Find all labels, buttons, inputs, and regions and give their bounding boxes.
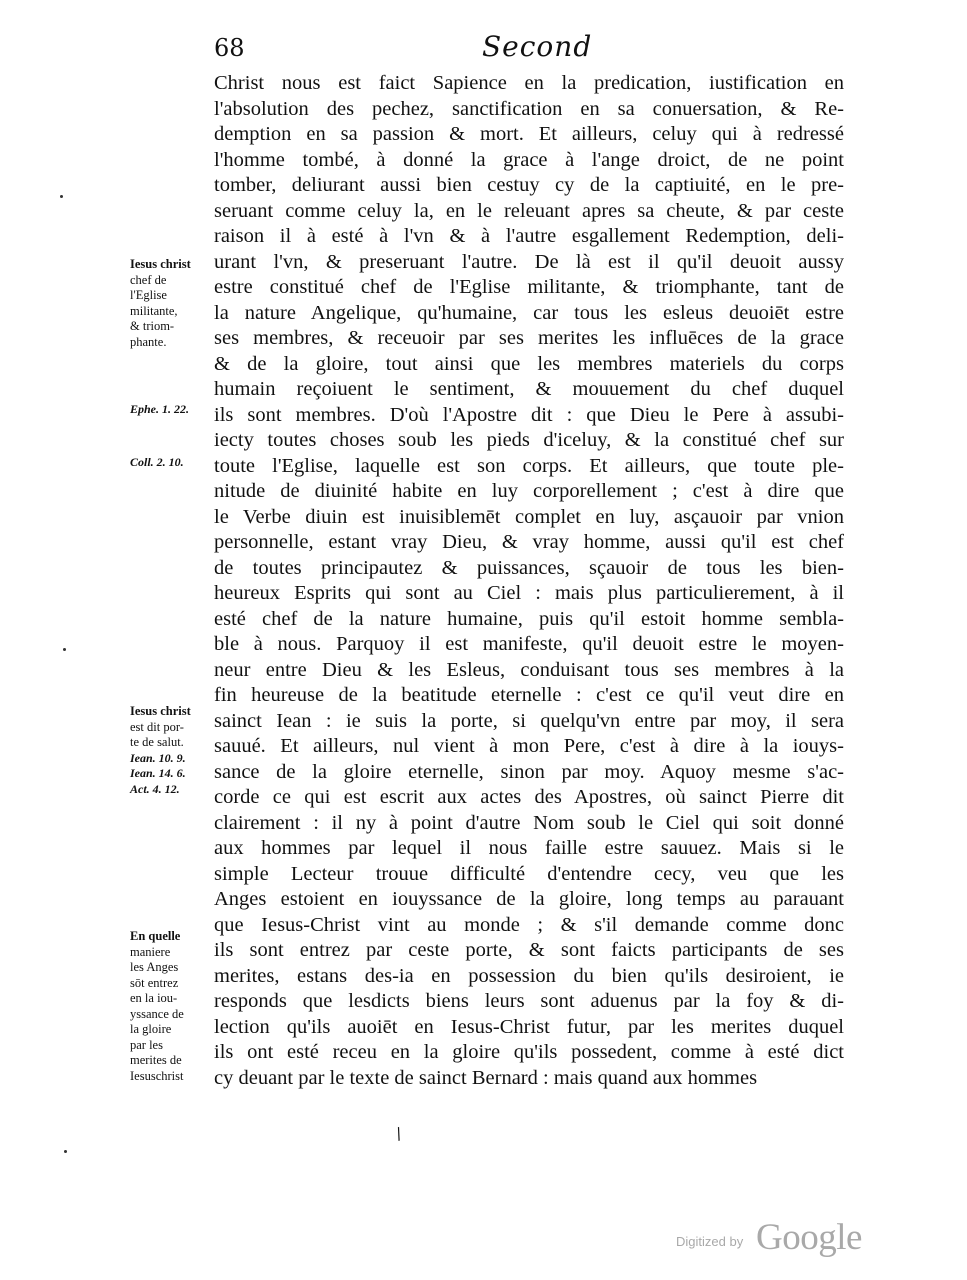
scripture-reference: Ephe. 1. 22. — [130, 402, 190, 416]
margin-note-line: la gloire — [130, 1022, 172, 1036]
text-line: lection qu'ils auoiēt en Iesus-Christ futur, par les merites duquel — [214, 1015, 844, 1038]
text-line: clairement : il ny à point d'autre Nom soub le Ciel qui soit donné — [214, 811, 844, 834]
text-line: fin heureuse de la beatitude eternelle : c'est ce qu'il veut dire en — [214, 684, 844, 706]
text-line: ils sont entrez par ceste porte, & sont faicts participants de ses — [214, 939, 844, 961]
google-watermark — [672, 1218, 872, 1262]
text-line: demption en sa passion & mort. Et ailleurs, celuy qui à redressé — [214, 123, 844, 145]
scripture-reference: Iean. 10. 9. — [130, 750, 186, 765]
text-line: iecty toutes choses soub les pieds d'iceluy, & la constitué chef sur — [214, 429, 844, 451]
margin-note-line: merites de — [130, 1053, 182, 1067]
margin-note-line: & triom- — [130, 319, 175, 333]
text-line: sainct Iean : ie suis la porte, si quelqu'vn entre par moy, il sera — [214, 709, 844, 732]
text-line: ses membres, & receuoir par ses merites les influēces de la grace — [214, 327, 844, 349]
scripture-reference: Act. 4. 12. — [130, 781, 180, 796]
text-line: Anges estoient en iouyssance de la gloire, long temps au parauant — [214, 888, 844, 910]
margin-note-line: sōt entrez — [130, 975, 179, 990]
scan-speck — [63, 648, 66, 651]
text-line: responds que lesdicts biens leurs sont aduenus par la foy & di- — [214, 990, 844, 1012]
scan-speck — [60, 195, 63, 198]
text-line: ble à nous. Parquoy il est manifeste, qu'il deuoit estre le moyen- — [214, 633, 844, 655]
text-line: que Iesus-Christ vint au monde ; & s'il demande comme donc — [214, 913, 844, 936]
text-line: toute l'Eglise, laquelle est son corps. Et ailleurs, que toute ple- — [214, 454, 844, 477]
scripture-reference: Coll. 2. 10. — [130, 455, 184, 469]
margin-note-line: En quelle — [130, 929, 181, 943]
margin-note-anges — [130, 929, 210, 1084]
margin-note-line: en la iou- — [130, 991, 178, 1005]
text-line: corde ce qui est escrit aux actes des Apostres, où sainct Pierre dit — [214, 786, 844, 808]
text-line: ils sont membres. D'où l'Apostre dit : que Dieu le Pere à assubi- — [214, 403, 844, 426]
watermark-prefix: Digitized by — [676, 1234, 744, 1249]
text-line: merites, estans des-ia en possession du bien qu'ils desiroient, ie — [214, 964, 844, 987]
margin-note-line: yssance de — [130, 1006, 184, 1021]
text-line: heureux Esprits qui sont au Ciel : mais plus particulierement, à il — [214, 582, 844, 604]
text-line: Christ nous est faict Sapience en la predication, iustification en — [214, 72, 844, 94]
margin-note-line: Iesus christ — [130, 257, 191, 271]
text-line: humain reçoiuent le sentiment, & mouuement du chef duquel — [214, 378, 844, 400]
text-line: estre constitué chef de l'Eglise militante, & triomphante, tant de — [214, 276, 844, 298]
text-line: personnelle, estant vray Dieu, & vray homme, aussi qu'il est chef — [214, 531, 844, 553]
text-line: simple Lecteur trouue difficulté d'entendre cecy, veu que les — [214, 862, 844, 885]
google-logo: Google — [756, 1217, 862, 1258]
margin-note-line: chef de — [130, 272, 167, 287]
body-text — [214, 71, 844, 1091]
text-line: la nature Angelique, qu'humaine, car tous les esleus deuoiēt estre — [214, 301, 844, 324]
text-line: sance de la gloire eternelle, sinon par moy. Aquoy mesme s'ac- — [214, 760, 844, 783]
running-head: Second — [482, 30, 593, 63]
margin-note-line: phante. — [130, 334, 167, 349]
text-line: seruant comme celuy la, en le releuant apres sa cheute, & par ceste — [214, 199, 844, 222]
text-line: sauué. Et ailleurs, nul vient à mon Pere, c'est à dire à la iouys- — [214, 735, 844, 757]
text-line: raison il à esté à l'vn & à l'autre esgallement Redemption, deli- — [214, 225, 844, 247]
text-line: urant l'vn, & preseruant l'autre. De là est il qu'il deuoit aussy — [214, 250, 844, 273]
text-line: tomber, deliurant aussi bien cestuy cy de la captiuité, en le pre- — [214, 174, 844, 196]
text-line: l'homme tombé, à donné la grace à l'ange droict, de ne point — [214, 148, 844, 171]
ink-mark: / — [392, 1123, 405, 1144]
text-line: nitude de diuinité habite en luy corporellement ; c'est à dire que — [214, 480, 844, 502]
text-line: de toutes principautez & puissances, sçauoir de tous les bien- — [214, 556, 844, 579]
scripture-reference: Iean. 14. 6. — [130, 766, 186, 780]
text-line: l'absolution des pechez, sanctification en sa conuersation, & Re- — [214, 97, 844, 120]
scan-speck — [64, 1150, 67, 1153]
text-line: le Verbe diuin est inuisiblemēt complet en luy, asçauoir par vnion — [214, 505, 844, 528]
text-line: aux hommes par lequel il nous faille estre sauuez. Mais si le — [214, 837, 844, 859]
text-line: esté chef de la nature humaine, puis qu'il estoit homme sembla- — [214, 607, 844, 630]
margin-note-line: par les — [130, 1037, 163, 1052]
margin-note-line: maniere — [130, 944, 171, 959]
margin-note-line: militante, — [130, 303, 178, 318]
margin-note-chef-eglise — [130, 257, 210, 350]
margin-note-line: l'Eglise — [130, 288, 167, 302]
margin-note-line: Iesus christ — [130, 704, 191, 718]
margin-note-porte-salut — [130, 704, 210, 797]
margin-note-line: Iesuschrist — [130, 1068, 184, 1083]
page-header — [0, 30, 967, 70]
margin-note-line: te de salut. — [130, 735, 184, 749]
text-line: & de la gloire, tout ainsi que les membres materiels du corps — [214, 352, 844, 375]
margin-note-line: les Anges — [130, 960, 179, 974]
text-line: cy deuant par le texte de sainct Bernard : mais quand aux hommes — [214, 1066, 758, 1089]
margin-note-line: est dit por- — [130, 719, 184, 734]
page-number: 68 — [214, 34, 245, 62]
text-line: neur entre Dieu & les Esleus, conduisant tous ses membres à la — [214, 658, 844, 681]
text-line: ils ont esté receu en la gloire qu'ils possedent, comme à esté dict — [214, 1041, 844, 1063]
